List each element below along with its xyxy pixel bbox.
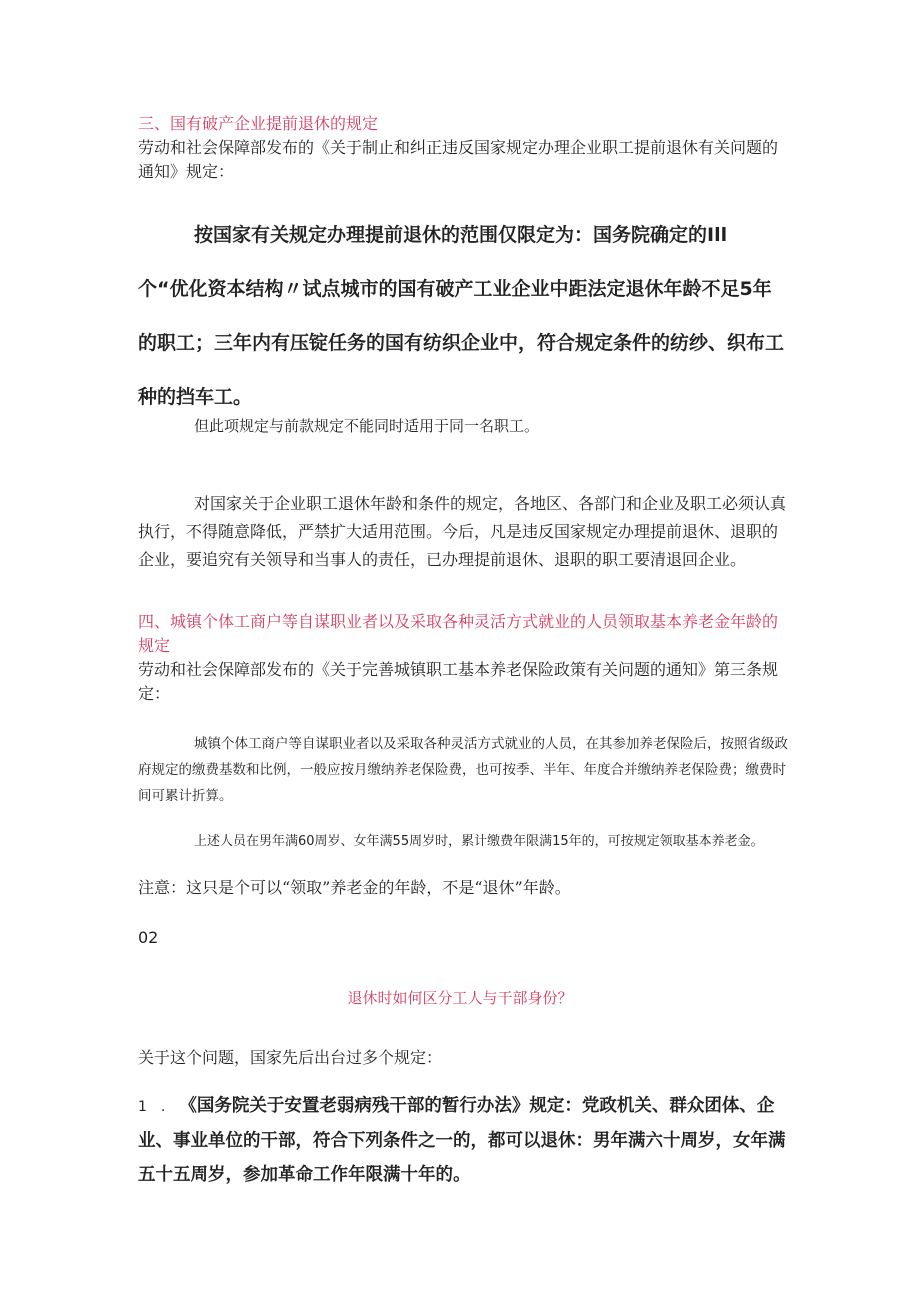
bold-quote-line: 个“优化资本结构〃试点城市的国有破产工业企业中距法定退休年龄不足5年 <box>138 278 772 300</box>
quote-2-rest: 男年满60周岁、女年满55周岁时，累计缴费年限满15年的，可按规定领取基本养老金。 <box>259 834 764 849</box>
list-item-number: 1 . <box>138 1099 166 1115</box>
section-4-heading: 四、城镇个体工商户等自谋职业者以及采取各种灵活方式就业的人员领取基本养老金年龄的规定 <box>138 612 779 655</box>
bold-quote-line: 按国家有关规定办理提前退休的范围仅限定为：国务院确定的Ill <box>194 224 728 246</box>
section-3-note: 但此项规定与前款规定不能同时适用于同一名职工。 <box>194 417 540 435</box>
part-lead: 关于这个问题，国家先后出台过多个规定： <box>138 1048 443 1067</box>
section-4-quote-2 <box>138 829 788 854</box>
list-item-text: 《国务院关于安置老弱病残干部的暂行办法》规定：党政机关、群众团体、企业、事业单位的干部，符合下列条件之一的，都可以退休：男年满六十周岁，女年满五十五周岁，参加革命工作年限满十年的。 <box>138 1096 786 1185</box>
bold-quote-line: 种的挡车工。 <box>138 386 253 408</box>
quote-2-lead: 上述人员在 <box>194 834 260 849</box>
section-4-quote: 城镇个体工商户等自谋职业者以及采取各种灵活方式就业的人员，在其参加养老保险后，按照省级政府规定的缴费基数和比例，一般应按月缴纳养老保险费，也可按季、半年、年度合并缴纳养老保险费；缴费时间可累计折算。 <box>138 736 788 804</box>
list-item-1 <box>138 1089 788 1192</box>
section-3-paragraph: 对国家关于企业职工退休年龄和条件的规定，各地区、各部门和企业及职工必须认真执行，不得随意降低，严禁扩大适用范围。今后，凡是违反国家规定办理提前退休、退职的企业，要追究有关领导和当事人的责任，已办理提前退休、退职的职工要清退回企业。 <box>138 494 787 569</box>
section-4-intro: 劳动和社会保障部发布的《关于完善城镇职工基本养老保险政策有关问题的通知》第三条规定： <box>138 660 779 703</box>
part-number: 02 <box>138 928 159 947</box>
section-3-intro: 劳动和社会保障部发布的《关于制止和纠正违反国家规定办理企业职工提前退休有关问题的通知》规定： <box>138 138 779 181</box>
part-subheading: 退休时如何区分工人与干部身份？ <box>347 989 573 1007</box>
bold-quote-line: 的职工；三年内有压锭任务的国有纺织企业中，符合规定条件的纺纱、织布工 <box>138 332 785 354</box>
attention-note: 注意：这只是个可以“领取”养老金的年龄，不是“退休”年龄。 <box>138 878 571 897</box>
section-3-heading: 三、国有破产企业提前退休的规定 <box>138 114 379 133</box>
section-3-bold-quote <box>138 208 788 424</box>
